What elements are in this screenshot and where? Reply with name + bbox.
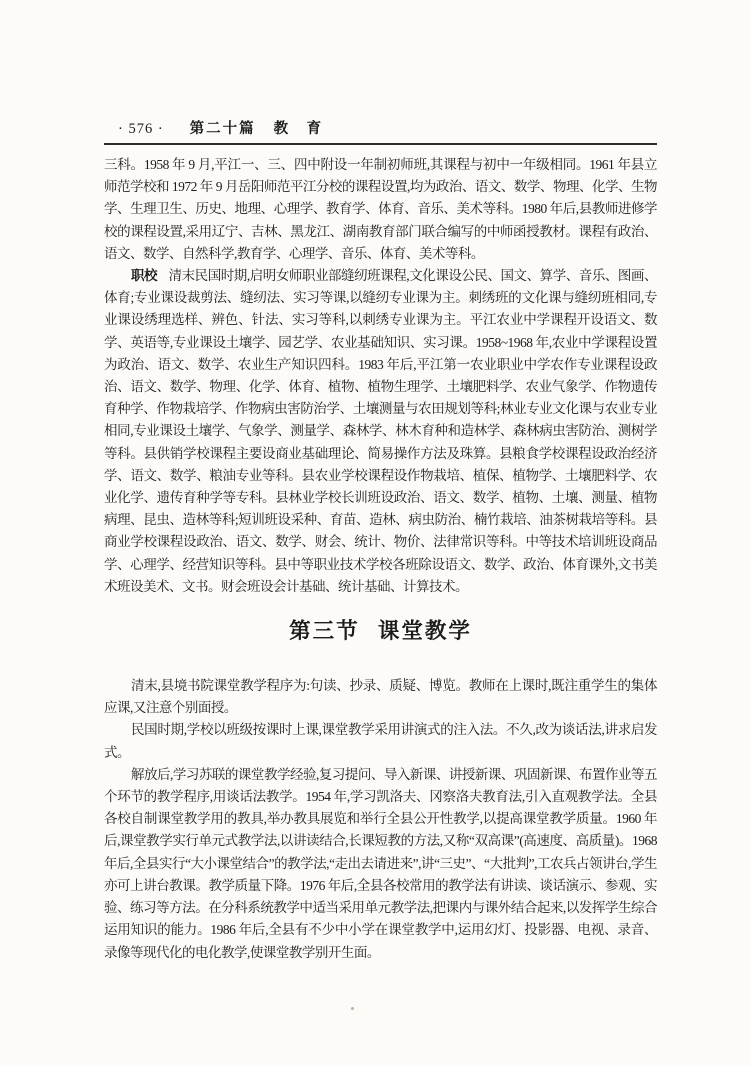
page-header (104, 117, 657, 145)
paragraph-lead: 职校 (131, 268, 158, 284)
subject-title: 教 育 (273, 121, 324, 137)
bottom-paragraphs (104, 675, 657, 964)
paragraph: 清末,县境书院课堂教学程序为:句读、抄录、质疑、博览。教师在上课时,既注重学生的集体应课,又注意个别面授。 (104, 678, 657, 716)
section-heading-title: 课堂教学 (377, 619, 472, 644)
paragraph: 民国时期,学校以班级按课时上课,课堂教学采用讲演式的注入法。不久,改为谈话法,讲求启发式。 (104, 722, 657, 760)
paragraph: 解放后,学习苏联的课堂教学经验,复习提问、导入新课、讲授新课、巩固新课、布置作业等五个环节的教学程序,用谈话法教学。1954 年,学习凯洛夫、冈察洛夫教育法,引入直观教学法。全县各校自制课堂教学用的教具,举办教具展览和举行全县公开性教学,以提高课堂教学质量。1960 年后,课堂教学实行单元式教学法,以讲读结合,长课短教的方法,又称“双高课”(高速度、高质量)。1968 年后,全县实行“大小课堂结合”的教学法,“走出去请进来”,讲“三史”、“大批判”,工农兵占领讲台,学生亦可上讲台教课。教学质量下降。1976 年后,全县各校常用的教学法有讲读、谈话演示、参观、实验、练习等方法。在分科系统教学中适当采用单元教学法,把课内与课外结合起来,以发挥学生综合运用知识的能力。1986 年后,全县有不少中小学在课堂教学中,运用幻灯、投影器、电视、录音、录像等现代化的电化教学,使课堂教学别开生面。 (104, 766, 657, 960)
part-title: 第二十篇 (189, 121, 256, 137)
paragraph: 三科。1958 年 9 月,平江一、三、四中附设一年制初师班,其课程与初中一年级相同。1961 年县立师范学校和 1972 年 9 月岳阳师范平江分校的课程设置,均为政治、语文、数学、物理、化学、生物学、生理卫生、历史、地理、心理学、教育学、体育、音乐、美术等科。1980 年后,县教师进修学校的课程设置,采用辽宁、吉林、黑龙江、湖南教育部门联合编写的中师函授教材。课程有政治、语文、数学、自然科学,教育学、心理学、音乐、体育、美术等科。 (104, 157, 657, 261)
section-heading (104, 614, 657, 645)
folio-page-number: · 576 · (118, 121, 164, 137)
scan-speck (351, 1007, 354, 1010)
page-content (104, 117, 657, 964)
section-heading-number: 第三节 (289, 619, 360, 644)
top-paragraphs (104, 154, 657, 598)
paragraph: 职校 清末民国时期,启明女师职业部缝纫班课程,文化课设公民、国文、算学、音乐、图画、体育;专业课设裁剪法、缝纫法、实习等课,以缝纫专业课为主。刺绣班的文化课与缝纫班相同,专业课设绣理选样、辨色、针法、实习等科,以刺绣专业课为主。平江农业中学课程开设语文、数学、英语等,专业课设土壤学、园艺学、农业基础知识、实习课。1958~1968 年,农业中学课程设置为政治、语文、数学、农业生产知识四科。1983 年后,平江第一农业职业中学农作专业课程设政治、语文、数学、物理、化学、体育、植物、植物生理学、土壤肥料学、农业气象学、作物遗传育种学、作物栽培学、作物病虫害防治学、土壤测量与农田规划等科;林业专业文化课与农业专业相同,专业课设土壤学、气象学、测量学、森林学、林木育种和造林学、森林病虫害防治、测树学等科。县供销学校课程主要设商业基础理论、简易操作方法及珠算。县粮食学校课程设政治经济学、语文、数学、粮油专业等科。县农业学校课程设作物栽培、植保、植物学、土壤肥料学、农业化学、遗传育种学等专科。县林业学校长训班设政治、语文、数学、植物、土壤、测量、植物病理、昆虫、造林等科;短训班设采种、育苗、造林、病虫防治、楠竹栽培、油茶树栽培等科。县商业学校课程设政治、语文、数学、财会、统计、物价、法律常识等科。中等技术培训班设商品学、心理学、经营知识等科。县中等职业技术学校各班除设语文、数学、政治、体育课外,文书美术班设美术、文书。财会班设会计基础、统计基础、计算技术。 (104, 268, 658, 594)
